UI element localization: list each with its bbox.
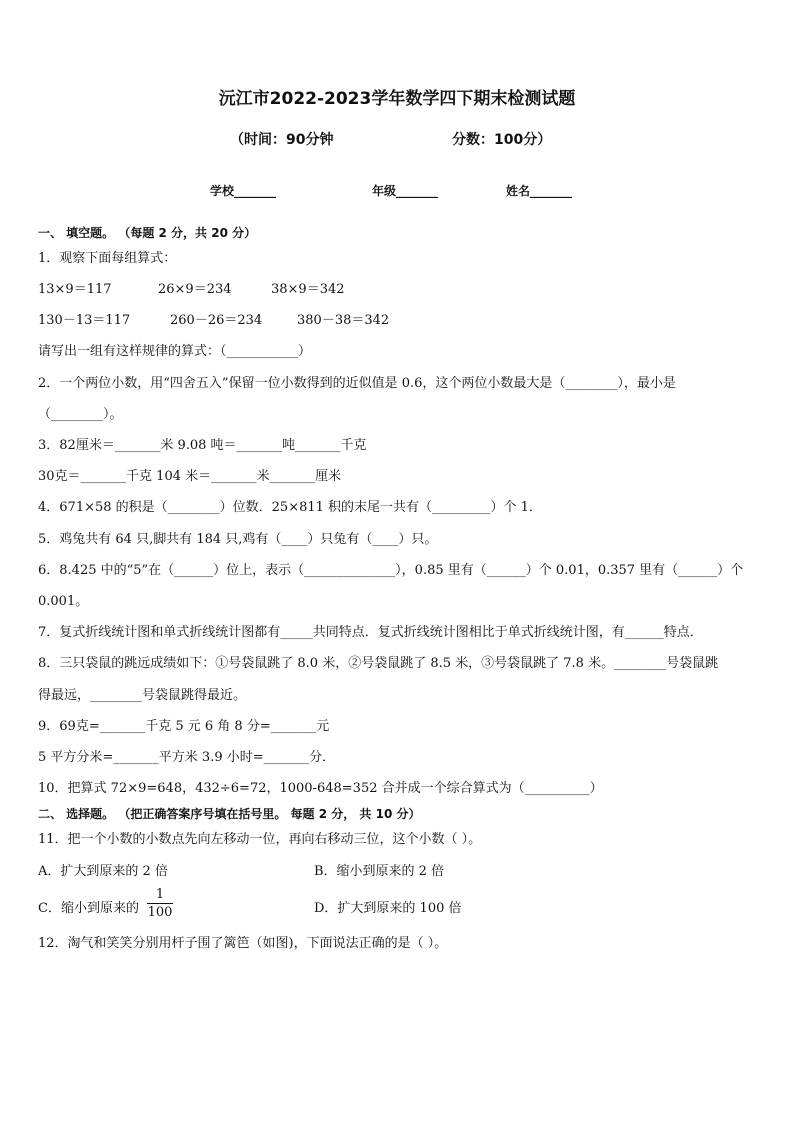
q1-eq-b2: 260－26＝234 <box>170 313 263 328</box>
q1-stem: 1．观察下面每组算式： <box>38 251 177 266</box>
q6-line2: 0.001。 <box>38 594 89 609</box>
q2-line1: 2．一个两位小数，用“四舍五入”保留一位小数得到的近似值是 0.6，这个两位小数最大是（________），最小是 <box>38 376 676 391</box>
q12-stem: 12．淘气和笑笑分别用杆子围了篱笆（如图)，下面说法正确的是（ ）。 <box>38 936 448 951</box>
exam-time: （时间：90分钟 <box>230 132 334 148</box>
q11-option-d: D．扩大到原来的 100 倍 <box>314 901 462 916</box>
q5: 5．鸡兔共有 64 只,脚共有 184 只,鸡有（____）只兔有（____）只。 <box>38 532 438 547</box>
q3-line2: 30克＝_______千克 104 米＝_______米_______厘米 <box>38 469 342 484</box>
q11-stem: 11．把一个小数的小数点先向左移动一位，再向右移动三位，这个小数（ ）。 <box>38 832 482 847</box>
section-2-heading: 二、 选择题。 （把正确答案序号填在括号里。 每题 2 分， 共 10 分） <box>38 807 421 821</box>
q6-line1: 6．8.425 中的“5”在（______）位上，表示（______________），0.85 里有（______）个 0.01，0.357 里有（______）个 <box>38 563 744 578</box>
q1-eq-a3: 38×9＝342 <box>271 282 345 297</box>
fraction-denominator: 100 <box>147 905 173 920</box>
q1-ask: 请写出一组有这样规律的算式：（___________） <box>38 344 312 359</box>
q10: 10．把算式 72×9=648，432÷6=72，1000-648=352 合并成一个综合算式为（__________） <box>38 781 603 796</box>
q9-line1: 9．69克=_______千克 5 元 6 角 8 分=_______元 <box>38 719 330 734</box>
fraction-numerator: 1 <box>155 887 165 902</box>
q7: 7．复式折线统计图和单式折线统计图都有_____共同特点．复式折线统计图相比于单式折线统计图，有______特点． <box>38 625 703 640</box>
q2-line2: （________）。 <box>38 407 123 422</box>
q11-option-c: C．缩小到原来的 <box>38 901 139 916</box>
page-title: 沅江市2022-2023学年数学四下期末检测试题 <box>218 89 576 109</box>
name-field: 姓名_______ <box>506 184 573 198</box>
q1-eq-b1: 130－13＝117 <box>38 313 131 328</box>
q9-line2: 5 平方分米=_______平方米 3.9 小时=_______分． <box>38 750 336 765</box>
school-field: 学校_______ <box>210 184 277 198</box>
q11-option-c-fraction <box>147 887 173 920</box>
q4: 4．671×58 的积是（________）位数．25×811 积的末尾一共有（_________）个 1． <box>38 500 542 515</box>
grade-field: 年级_______ <box>372 184 439 198</box>
q3-line1: 3．82厘米＝_______米 9.08 吨＝_______吨_______千克 <box>38 438 367 453</box>
q11-option-b: B．缩小到原来的 2 倍 <box>314 864 445 879</box>
exam-score: 分数：100分） <box>452 132 552 148</box>
q1-eq-b3: 380－38＝342 <box>297 313 390 328</box>
q1-eq-a1: 13×9＝117 <box>38 282 112 297</box>
q11-option-a: A．扩大到原来的 2 倍 <box>38 864 168 879</box>
fraction-bar <box>147 903 173 904</box>
q8-line2: 得最远，________号袋鼠跳得最近。 <box>38 688 247 703</box>
section-1-heading: 一、 填空题。 （每题 2 分，共 20 分） <box>38 226 257 240</box>
q8-line1: 8．三只袋鼠的跳远成绩如下：①号袋鼠跳了 8.0 米，②号袋鼠跳了 8.5 米，③号袋鼠跳了 7.8 米。________号袋鼠跳 <box>38 656 719 671</box>
q1-eq-a2: 26×9＝234 <box>158 282 232 297</box>
